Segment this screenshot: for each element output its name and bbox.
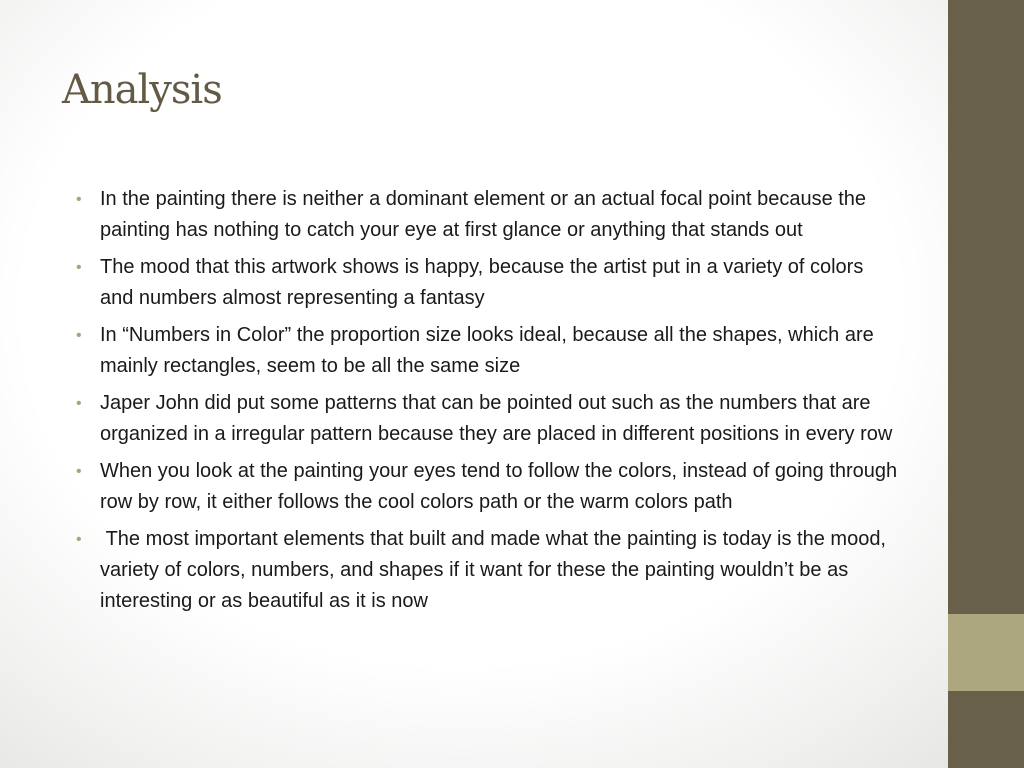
list-item bbox=[76, 252, 900, 314]
bullet-icon: • bbox=[76, 395, 82, 412]
bullet-icon: • bbox=[76, 191, 82, 208]
bullet-icon: • bbox=[76, 327, 82, 344]
list-item bbox=[76, 388, 900, 450]
sidebar-accent-band bbox=[948, 614, 1024, 691]
bullet-text: In “Numbers in Color” the proportion size looks ideal, because all the shapes, which are mainly rectangles, seem to be all the same size bbox=[100, 324, 874, 377]
list-item bbox=[76, 184, 900, 246]
bullet-icon: • bbox=[76, 463, 82, 480]
bullet-icon: • bbox=[76, 259, 82, 276]
sidebar-band-bottom bbox=[948, 691, 1024, 768]
bullet-icon: • bbox=[76, 531, 82, 548]
bullet-text: In the painting there is neither a dominant element or an actual focal point because the painting has nothing to catch your eye at first glance or anything that stands out bbox=[100, 188, 867, 241]
list-item bbox=[76, 524, 900, 617]
list-item bbox=[76, 456, 900, 518]
bullet-list bbox=[76, 184, 900, 623]
bullet-text: The mood that this artwork shows is happy, because the artist put in a variety of colors and numbers almost representing a fantasy bbox=[100, 256, 864, 309]
sidebar-band-top bbox=[948, 0, 1024, 614]
list-item bbox=[76, 320, 900, 382]
bullet-text: The most important elements that built and made what the painting is today is the mood, variety of colors, numbers, and shapes if it want for these the painting wouldn’t be as interesting or as beautiful as it is now bbox=[100, 528, 892, 612]
decorative-sidebar bbox=[948, 0, 1024, 768]
bullet-text: Japer John did put some patterns that can be pointed out such as the numbers that are organized in a irregular pattern because they are placed in different positions in every row bbox=[100, 392, 893, 445]
slide-title: Analysis bbox=[62, 67, 222, 113]
bullet-text: When you look at the painting your eyes tend to follow the colors, instead of going through row by row, it either follows the cool colors path or the warm colors path bbox=[100, 460, 898, 513]
